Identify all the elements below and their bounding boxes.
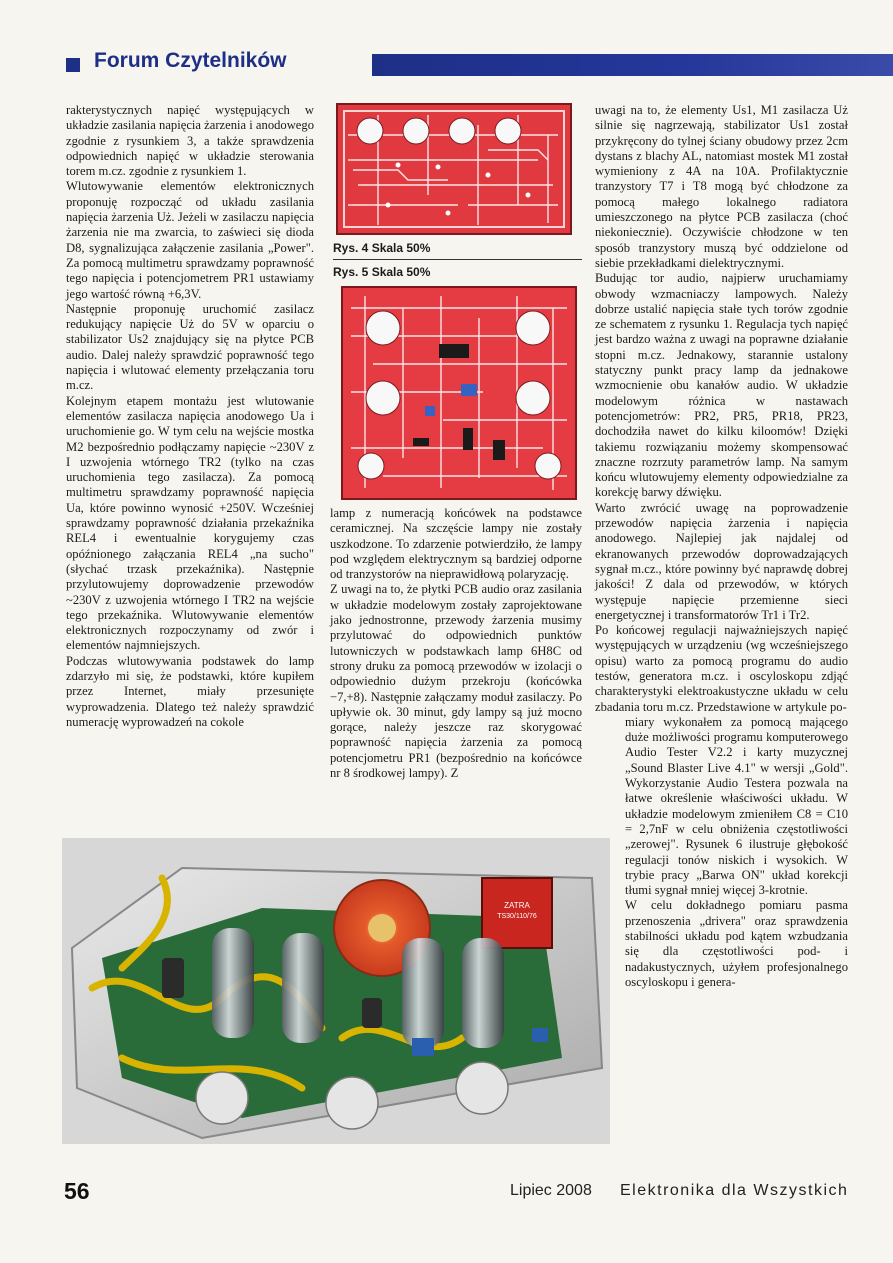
indented-text-block: [625, 715, 848, 990]
figure-5-caption: Rys. 5 Skala 50%: [333, 265, 431, 279]
column-1: [66, 103, 314, 730]
amplifier-photo: [62, 838, 610, 1144]
paragraph: Warto zwrócić uwagę na poprowadzenie przewodów napięcia żarzenia i napięcia anodowego. Najlepiej jak najdalej od ekranowanych przewodów doprowadzających sygnał m.cz., które powinny być naprawdę dobrej jakości! Z dala od przewodów, w których występuje napięcie przemienne sieci energetycznej i transformatorów Tr1 i Tr2.: [595, 500, 848, 622]
issue-date: Lipiec 2008: [510, 1182, 592, 1199]
paragraph: Podczas wlutowywania podstawek do lamp zdarzyło mi się, że podstawki, które kupiłem przez Internet, miały przesunięte wyprowadzenia. Dlatego też należy sprawdzić numerację wyprowadzeń na cokole: [66, 653, 314, 729]
column-2: [330, 506, 582, 781]
magazine-title: Elektronika dla Wszystkich: [620, 1182, 849, 1199]
paragraph: Budując tor audio, najpierw uruchamiamy obwody wzmacniaczy lampowych. Należy dobrze ustalić napięcia stałe tych torów zgodnie ze schematem z rysunku 1. Regulacja tych napięć jest bardzo ważna z uwagi na poprawne działanie stopni m.cz. Jednakowy, starannie ustalony statyczny punkt pracy lamp da jednakowe wzmocnienie obu kanałów audio. W układzie modelowym różnica w nastawach potencjometrów: PR2, PR5, PR18, PR23, dochodziła nawet do kilku kiloomów! Dzięki takiemu rozwiązaniu możemy skompensować znaczne rozrzuty parametrów lamp. Na samym końcu wlutowujemy elementy odpowiedzialne za korekcję barwy dźwięku.: [595, 271, 848, 500]
paragraph: Po końcowej regulacji najważniejszych napięć występujących w urządzeniu (wg wcześniejszego opisu) warto za pomocą programu do audio testów, generatora m.cz. i oscyloskopu zdjąć charakterystyki elektroakustyczne układu w celu zbadania toru m.cz. Przedstawione w artykule po-: [595, 623, 848, 714]
figure-5-pcb-image: [341, 286, 577, 500]
transformer-label-2: TS30/110/76: [497, 913, 537, 920]
figure-4-caption: Rys. 4 Skala 50%: [333, 241, 431, 255]
section-title: Forum Czytelników: [94, 49, 287, 72]
column-3: [595, 103, 848, 990]
paragraph: W celu dokładnego pomiaru pasma przenoszenia „drivera" oraz sprawdzenia stabilności układu pod kątem wzbudzania się dla częstotliwości pod- i nadakustycznych, użyłem profesjonalnego oscyloskopu i genera-: [625, 898, 848, 989]
caption-rule: [333, 259, 582, 260]
transformer-label-1: ZATRA: [504, 901, 530, 910]
header-bar: [372, 54, 893, 76]
paragraph: Wlutowywanie elementów elektronicznych proponuję rozpocząć od układu zasilania napięcia żarzenia Uż. Jeżeli w zasilaczu napięcia żarzenia nie ma zwarcia, to zaświeci się dioda D8, sygnalizująca załączenie zasilania „Power". Za pomocą multimetru sprawdzamy poprawność tego napięcia i potencjometrem PR1 ustawiamy jego wartość równą +6,3V.: [66, 179, 314, 301]
section-header: [62, 46, 893, 80]
paragraph: Kolejnym etapem montażu jest wlutowanie elementów zasilacza napięcia anodowego Ua i uruchomienie go. W tym celu na wejście mostka M2 bezpośrednio podłączamy napięcie ~230V z I uzwojenia wtórnego TR2 (tylko na czas uruchomienia tego zasilacza). Za pomocą multimetru sprawdzamy poprawność napięcia Ua, które powinno wynosić +250V. Wcześniej sprawdzamy poprawność działania przekaźnika REL4 i ewentualnie korygujemy czas opóźnionego załączania REL4 „na sucho" (słychać trzask przekaźnika). Następnie przylutowujemy doprowadzenie przewodów ~230V z uzwojenia wtórnego I TR2 na wejście tego przekaźnika. Wlutowywanie elementów elektronicznych rozpoczynamy od zwór i elementów najmniejszych.: [66, 393, 314, 653]
section-square-icon: [66, 58, 80, 72]
paragraph: Z uwagi na to, że płytki PCB audio oraz zasilania w układzie modelowym zostały zaprojektowane jako jednostronne, przewody żarzenia musimy przylutować do odpowiednich punktów lutowniczych w podstawkach lamp 6H8C od strony druku za pomocą przewodów w izolacji o odpowiednio dużym przekroju (końcówka −7,+8). Następnie załączamy moduł zasilaczy. Po upływie ok. 30 minut, gdy lampy są już mocno gorące, należy jeszcze raz skorygować poprawność napięcia żarzenia za pomocą potencjometru PR1 (bezpośrednio na końcówce nr 8 środkowej lampy). Z: [330, 582, 582, 781]
figure-4-pcb-image: [336, 103, 572, 235]
paragraph: uwagi na to, że elementy Us1, M1 zasilacza Uż silnie się nagrzewają, stabilizator Us1 został przykręcony do tylnej ściany obudowy przez 2cm dystans z blachy AL, natomiast mostek M1 został wymieniony z 4A na 10A. Profilaktycznie tranzystory T7 i T8 mogą być chłodzone za pomocą małego lokalnego radiatora umieszczonego na płytce PCB zasilacza (choć niekoniecznie). Oczywiście chłodzone w ten sposób tranzystory muszą być oddzielone od siebie przekładkami dielektrycznymi.: [595, 103, 848, 270]
page-number: 56: [64, 1178, 90, 1204]
paragraph: rakterystycznych napięć występujących w układzie zasilania napięcia żarzenia i anodowego zgodnie z rysunkiem 3, a także sprawdzenia odpowiednich napięć w układzie sterowania torem m.cz. zgodnie z rysunkiem 1.: [66, 103, 314, 179]
background-ghost-text: [62, 22, 893, 42]
paragraph: Następnie proponuję uruchomić zasilacz redukujący napięcie Uż do 5V w oparciu o stabilizator Us2 znajdujący się na płytce PCB audio. Dalej należy sprawdzić poprawność tego napięcia i wlutować elementy przełączania toru m.cz.: [66, 301, 314, 393]
paragraph: lamp z numeracją końcówek na podstawce ceramicznej. Na szczęście lampy nie zostały uszkodzone. To zdarzenie potwierdziło, że lampy pod względem elektrycznym są bardziej odporne od tranzystorów na nieprawidłową polaryzację.: [330, 506, 582, 582]
paragraph: miary wykonałem za pomocą mającego duże możliwości programu komputerowego Audio Tester V2.2 i karty muzycznej „Sound Blaster Live 4.1" w wersji „Gold". Wykorzystanie Audio Testera pozwala na łatwe określenie właściwości układu. W układzie modelowym zmieniłem C8 = C10 = 2,7nF w celu obniżenia częstotliwości „zerowej". Rysunek 6 ilustruje głębokość regulacji tonów niskich i wysokich. W trybie pracy „Barwa ON" układ korekcji tłumi sygnał mniej więcej 3-krotnie.: [625, 714, 848, 898]
